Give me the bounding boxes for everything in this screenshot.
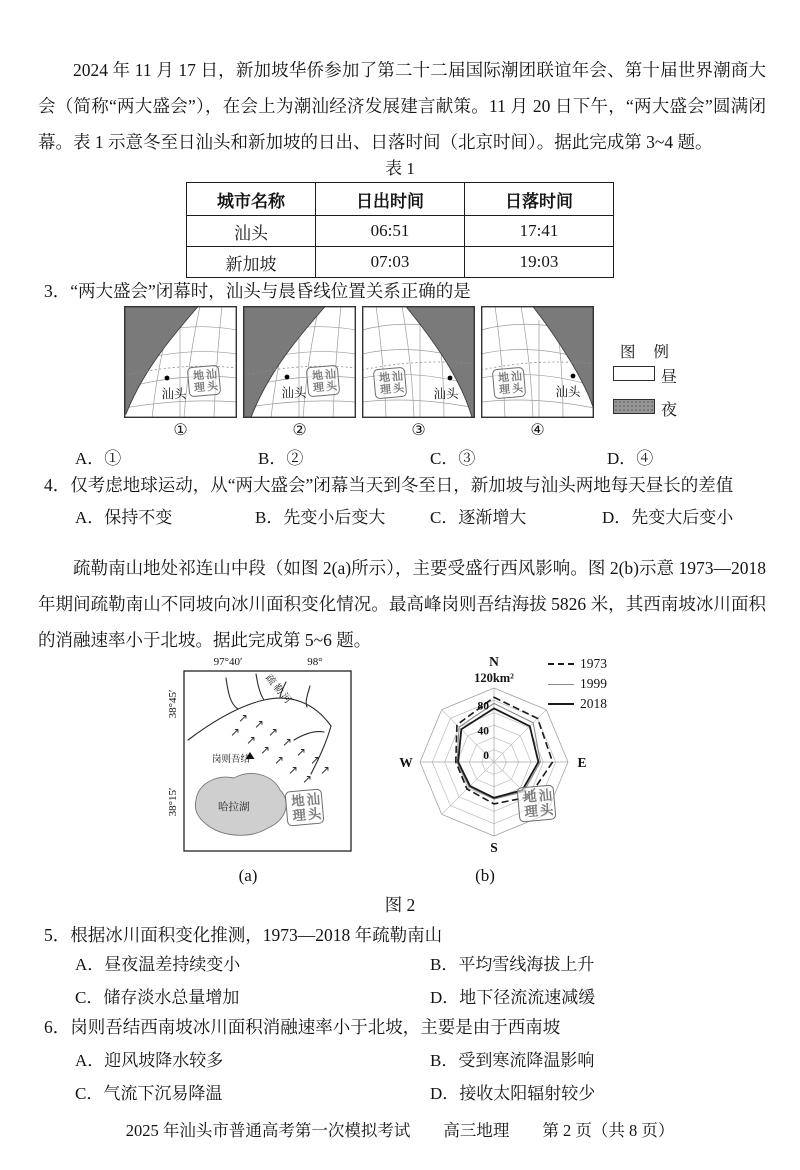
watermark-seal: 地理 汕头: [517, 784, 557, 822]
map-lon-right: 98°: [307, 656, 323, 668]
svg-text:↗: ↗: [310, 753, 321, 767]
city-dot: [571, 374, 576, 379]
radar-legend-1999: 1999: [548, 676, 607, 692]
globe-figure-2: [243, 306, 356, 418]
figure-2a-label: (a): [238, 866, 258, 885]
cell-sunrise: 07:03: [316, 247, 465, 278]
option-3B: B．②: [258, 449, 304, 468]
legend-night-swatch: [613, 399, 655, 414]
svg-text:↗: ↗: [274, 753, 285, 767]
intro-paragraph-1: 2024 年 11 月 17 日，新加坡华侨参加了第二十二届国际潮团联谊年会、第十届世界潮商大会（简称“两大盛会”），在会上为潮汕经济发展建言献策。11 月 20 日下午，“两大盛会”圆满闭幕。表 1 示意冬至日汕头和新加坡的日出、日落时间（北京时间）。据此完成第 3~4 题。: [38, 60, 766, 152]
city-label: 汕头: [555, 385, 581, 399]
col-header-sunrise: 日出时间: [316, 183, 465, 216]
svg-text:N: N: [489, 654, 499, 669]
legend-night-label: 夜: [661, 402, 678, 419]
col-header-sunset: 日落时间: [465, 183, 614, 216]
svg-text:↗: ↗: [320, 763, 331, 777]
svg-text:↗: ↗: [282, 735, 293, 749]
svg-text:0: 0: [483, 750, 489, 762]
city-dot: [165, 376, 170, 381]
svg-text:↗: ↗: [296, 745, 307, 759]
map-lon-left: 97°40′: [213, 656, 243, 668]
figure-label-3: ③: [411, 422, 426, 439]
cell-sunrise: 06:51: [316, 216, 465, 247]
globe-figure-4: [481, 306, 594, 418]
cell-sunset: 19:03: [465, 247, 614, 278]
question-3-stem: [44, 278, 471, 304]
radar-legend-1973: 1973: [548, 656, 607, 672]
question-3-text: “两大盛会”闭幕时，汕头与晨昏线位置关系正确的是: [70, 281, 471, 301]
globes-legend-title: 图 例: [620, 344, 676, 361]
intro-paragraph-2: 疏勒南山地处祁连山中段（如图 2(a)所示），主要受盛行西风影响。图 2(b)示意 1973—2018 年期间疏勒南山不同坡向冰川面积变化情况。最高峰岗则吾结海拔 5826 米，其西南坡冰川面积的消融速率小于北坡。据此完成第 5~6 题。: [38, 558, 766, 650]
question-5-number: 5．: [44, 925, 71, 945]
peak-label: 岗则吾结: [212, 755, 251, 765]
option-4B: B．先变小后变大: [255, 508, 386, 527]
figure-2b-label: (b): [475, 866, 495, 885]
svg-text:↗: ↗: [246, 733, 257, 747]
watermark-seal: 地理 汕头: [306, 365, 340, 398]
city-dot: [448, 376, 453, 381]
globe-figure-3: [362, 306, 475, 418]
lake-label: 哈拉湖: [218, 802, 250, 813]
svg-text:40: 40: [477, 725, 489, 738]
radar-legend-2018: 2018: [548, 696, 607, 712]
table-row: [187, 216, 614, 247]
page-footer: 2025 年汕头市普通高考第一次模拟考试 高三地理 第 2 页（共 8 页）: [125, 1121, 675, 1140]
figure-2-caption: 图 2: [384, 895, 416, 915]
watermark-seal: 地理 汕头: [492, 367, 526, 400]
radar-unit-label: 120km²: [474, 671, 514, 685]
cell-city: 汕头: [187, 216, 316, 247]
city-label: 汕头: [281, 386, 307, 400]
question-5-text: 根据冰川面积变化推测，1973—2018 年疏勒南山: [70, 925, 443, 945]
question-4-number: 4．: [44, 475, 71, 495]
cell-sunset: 17:41: [465, 216, 614, 247]
table1-caption: 表 1: [385, 159, 415, 178]
svg-text:↗: ↗: [238, 711, 249, 725]
option-6C: C．气流下沉易降温: [75, 1084, 223, 1103]
svg-text:80: 80: [477, 700, 489, 713]
watermark-seal: 地理 汕头: [187, 365, 221, 398]
option-6D: D．接收太阳辐射较少: [430, 1084, 596, 1103]
option-6B: B．受到寒流降温影响: [430, 1051, 595, 1070]
map-drawing: [168, 652, 363, 857]
question-4-stem: [44, 472, 768, 498]
globe-1-drawing: [124, 306, 237, 418]
question-6-text: 岗则吾结西南坡冰川面积消融速率小于北坡，主要是由于西南坡: [70, 1017, 561, 1037]
city-label: 汕头: [433, 387, 459, 401]
table-row: [187, 247, 614, 278]
question-3-number: 3．: [44, 281, 71, 301]
legend-day-swatch: [613, 366, 655, 381]
option-3C: C．③: [430, 449, 476, 468]
river-label: 疏勒河: [262, 672, 295, 708]
svg-text:↗: ↗: [268, 725, 279, 739]
question-4-text: 仅考虑地球运动，从“两大盛会”闭幕当天到冬至日，新加坡与汕头两地每天昼长的差值: [70, 475, 734, 495]
svg-text:E: E: [577, 755, 587, 770]
svg-text:W: W: [399, 755, 413, 770]
cell-city: 新加坡: [187, 247, 316, 278]
option-5A: A．昼夜温差持续变小: [75, 955, 241, 974]
figure-2a-map: [168, 652, 363, 857]
svg-text:↗: ↗: [230, 725, 241, 739]
figure-2b-radar: [390, 650, 630, 855]
question-6-number: 6．: [44, 1017, 71, 1037]
col-header-city: 城市名称: [187, 183, 316, 216]
map-lat-top: 38°45′: [168, 689, 179, 719]
svg-text:↗: ↗: [288, 763, 299, 777]
option-4A: A．保持不变: [75, 508, 173, 527]
option-5B: B．平均雪线海拔上升: [430, 955, 595, 974]
watermark-seal: 地理 汕头: [373, 367, 407, 400]
option-4C: C．逐渐增大: [430, 508, 527, 527]
globe-3-drawing: [362, 306, 475, 418]
option-3D: D．④: [607, 449, 654, 468]
dashed-line-sample: [548, 663, 574, 665]
globe-4-drawing: [481, 306, 594, 418]
table1: [186, 182, 614, 278]
question-5-stem: [44, 922, 442, 948]
watermark-seal: 地理 汕头: [285, 788, 325, 826]
svg-text:↗: ↗: [254, 717, 265, 731]
globe-2-drawing: [243, 306, 356, 418]
figure-label-2: ②: [292, 422, 307, 439]
option-4D: D．先变大后变小: [602, 508, 734, 527]
figure-label-1: ①: [173, 422, 188, 439]
option-5D: D．地下径流流速减缓: [430, 988, 596, 1007]
legend-day-label: 昼: [661, 369, 678, 386]
question-6-stem: [44, 1014, 768, 1040]
city-dot: [285, 375, 290, 380]
option-6A: A．迎风坡降水较多: [75, 1051, 224, 1070]
figure-label-4: ④: [530, 422, 545, 439]
solid-line-sample: [548, 703, 574, 705]
svg-text:S: S: [490, 840, 498, 855]
city-label: 汕头: [161, 387, 187, 401]
option-3A: A．①: [75, 449, 122, 468]
svg-text:↗: ↗: [260, 743, 271, 757]
table-header-row: [187, 183, 614, 216]
map-lat-bottom: 38°15′: [168, 787, 179, 817]
svg-text:↗: ↗: [302, 772, 313, 786]
option-5C: C．储存淡水总量增加: [75, 988, 240, 1007]
thin-line-sample: [548, 684, 574, 685]
globe-figure-1: [124, 306, 237, 418]
